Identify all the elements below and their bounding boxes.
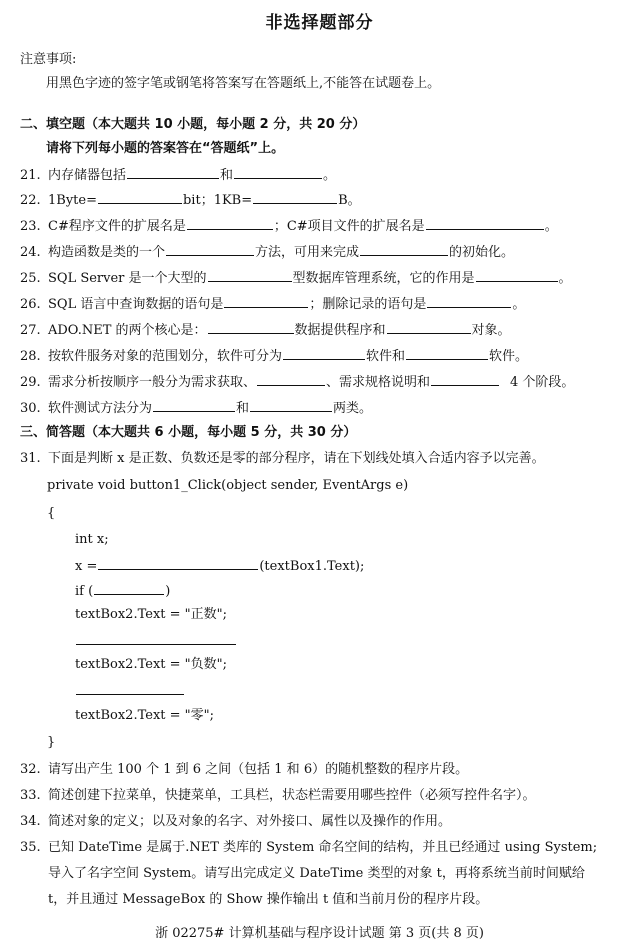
code-line-8: textBox2.Text = "零";	[75, 708, 214, 723]
answer-blank	[427, 295, 511, 308]
answer-blank	[426, 217, 544, 230]
question-28	[20, 347, 528, 365]
question-34	[20, 814, 451, 830]
answer-blank	[476, 269, 558, 282]
question-text: SQL Server 是一个大型的	[48, 271, 207, 286]
question-text: 。	[544, 219, 558, 234]
section-2-heading: 二、填空题（本大题共 10 小题，每小题 2 分，共 20 分）	[20, 117, 366, 132]
question-30	[20, 399, 372, 417]
question-text: 两类。	[333, 401, 373, 416]
question-text: 对象。	[471, 323, 511, 338]
code-line-5	[75, 632, 237, 650]
question-text: 简述创建下拉菜单，快捷菜单，工具栏，状态栏需要用哪些控件（必须写控件名字）。	[48, 788, 536, 803]
question-text: ；删除记录的语句是	[309, 297, 427, 312]
question-text: 软件。	[489, 349, 529, 364]
question-26	[20, 295, 525, 313]
question-text: 按软件服务对象的范围划分，软件可分为	[48, 349, 283, 364]
question-text: 、需求规格说明和	[326, 375, 431, 390]
question-number: 24.	[20, 245, 41, 260]
question-text: 软件测试方法分为	[48, 401, 153, 416]
answer-blank	[250, 399, 332, 412]
question-text: 构造函数是类的一个	[48, 245, 166, 260]
question-31	[20, 451, 545, 467]
question-text: bit；1KB=	[182, 193, 253, 208]
answer-blank	[431, 373, 499, 386]
question-35-line-3: t，并且通过 MessageBox 的 Show 操作输出 t 值和当前月份的程序片段。	[48, 892, 489, 907]
answer-blank	[406, 347, 488, 360]
answer-blank	[94, 582, 164, 595]
question-text: 已知 DateTime 是属于.NET 类库的 System 命名空间的结构，并且已经通过 using System;	[48, 840, 598, 855]
question-number: 34.	[20, 814, 41, 829]
question-25	[20, 269, 572, 287]
question-number: 28.	[20, 349, 41, 364]
question-number: 25.	[20, 271, 41, 286]
question-27	[20, 321, 511, 339]
answer-blank	[127, 166, 219, 179]
question-number: 35.	[20, 840, 41, 855]
answer-blank	[76, 632, 236, 645]
question-number: 21.	[20, 168, 41, 183]
answer-blank	[98, 557, 258, 570]
question-text: 简述对象的定义；以及对象的名字、对外接口、属性以及操作的作用。	[48, 814, 452, 829]
answer-blank	[166, 243, 254, 256]
question-number: 27.	[20, 323, 41, 338]
question-21	[20, 166, 336, 184]
question-text: ADO.NET 的两个核心是：	[48, 323, 207, 338]
question-number: 32.	[20, 762, 41, 777]
answer-blank	[153, 399, 235, 412]
question-text: 需求分析按顺序一般分为需求获取、	[48, 375, 257, 390]
answer-blank	[187, 217, 273, 230]
question-text: 和	[220, 168, 234, 183]
question-24	[20, 243, 514, 261]
answer-blank	[208, 269, 292, 282]
question-number: 30.	[20, 401, 41, 416]
question-22	[20, 191, 361, 209]
question-35	[20, 840, 597, 856]
code-line-7	[75, 682, 185, 700]
answer-blank	[360, 243, 448, 256]
answer-blank	[76, 682, 184, 695]
answer-blank	[387, 321, 471, 334]
question-number: 29.	[20, 375, 41, 390]
question-text: 型数据库管理系统，它的作用是	[292, 271, 475, 286]
code-signature: private void button1_Click(object sender, EventArgs e)	[47, 478, 409, 493]
question-text: 下面是判断 x 是正数、负数还是零的部分程序，请在下划线处填入合适内容予以完善。	[48, 451, 545, 466]
question-number: 26.	[20, 297, 41, 312]
question-text: 1Byte=	[48, 193, 97, 208]
answer-blank	[234, 166, 322, 179]
notice-heading: 注意事项:	[20, 52, 77, 67]
question-35-line-2: 导入了名字空间 System。请写出完成定义 DateTime 类型的对象 t，再将系统当前时间赋给	[48, 866, 585, 881]
question-text: 数据提供程序和	[294, 323, 386, 338]
question-number: 23.	[20, 219, 41, 234]
question-text: 和	[236, 401, 250, 416]
question-text: 的初始化。	[449, 245, 515, 260]
question-text: 。	[558, 271, 572, 286]
question-33	[20, 788, 536, 804]
question-text: 内存储器包括	[48, 168, 127, 183]
answer-blank	[253, 191, 337, 204]
code-open-brace: {	[47, 506, 56, 521]
question-text: 。	[512, 297, 526, 312]
code-line-1: int x;	[75, 532, 109, 547]
code-line-2	[75, 557, 364, 575]
notice-text: 用黑色字迹的签字笔或钢笔将答案写在答题纸上,不能答在试题卷上。	[46, 76, 441, 91]
answer-blank	[224, 295, 308, 308]
question-number: 31.	[20, 451, 41, 466]
question-text: 软件和	[366, 349, 406, 364]
code-close-brace: }	[47, 735, 56, 750]
page-title: 非选择题部分	[265, 13, 374, 33]
code-text: (textBox1.Text);	[259, 559, 365, 574]
code-line-6: textBox2.Text = "负数";	[75, 657, 227, 672]
question-number: 33.	[20, 788, 41, 803]
question-text: C#程序文件的扩展名是	[48, 219, 186, 234]
answer-blank	[257, 373, 325, 386]
code-line-4: textBox2.Text = "正数";	[75, 607, 227, 622]
section-2-instruction: 请将下列每小题的答案答在“答题纸”上。	[46, 141, 285, 156]
answer-blank	[208, 321, 294, 334]
question-23	[20, 217, 558, 235]
code-line-3	[75, 582, 170, 600]
question-text: SQL 语言中查询数据的语句是	[48, 297, 224, 312]
code-text: )	[165, 584, 171, 599]
answer-blank	[98, 191, 182, 204]
question-text: 。	[323, 168, 337, 183]
question-text: ；C#项目文件的扩展名是	[273, 219, 425, 234]
question-text: 4 个阶段。	[510, 375, 575, 390]
code-text: if (	[75, 584, 94, 599]
question-text: 方法，可用来完成	[255, 245, 360, 260]
answer-blank	[283, 347, 365, 360]
question-text: B。	[338, 193, 361, 208]
question-number: 22.	[20, 193, 41, 208]
question-text: 请写出产生 100 个 1 到 6 之间（包括 1 和 6）的随机整数的程序片段。	[48, 762, 469, 777]
question-29	[20, 373, 574, 391]
page-footer: 浙 02275# 计算机基础与程序设计试题 第 3 页(共 8 页)	[155, 926, 484, 941]
code-text: x =	[75, 559, 98, 574]
section-3-heading: 三、简答题（本大题共 6 小题，每小题 5 分，共 30 分）	[20, 425, 357, 440]
question-32	[20, 762, 468, 778]
